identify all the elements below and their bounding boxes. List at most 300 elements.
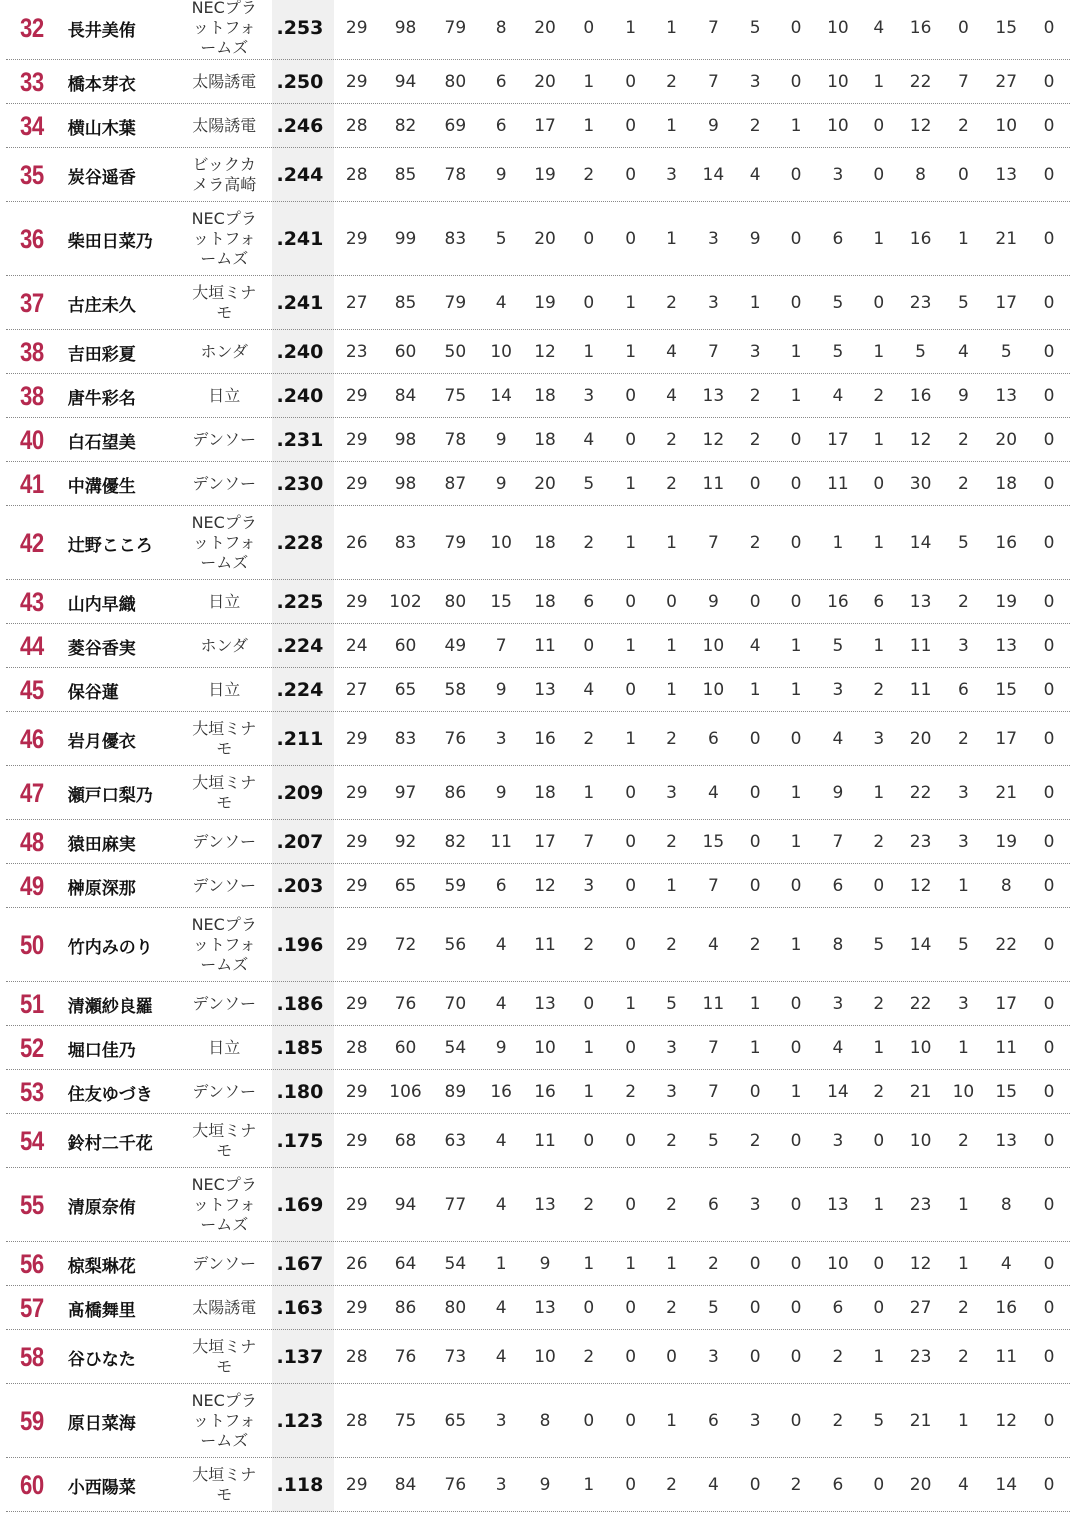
stat-cell: 0 — [790, 1254, 802, 1274]
table-row — [6, 60, 1070, 104]
player-name-cell: 岩月優衣 — [67, 731, 136, 752]
stat-cell: 29 — [345, 592, 368, 612]
batting-average-cell: .123 — [276, 1410, 324, 1432]
stat-cell: 29 — [345, 876, 368, 896]
stat-cell: 0 — [749, 1298, 761, 1318]
batting-average-cell: .224 — [276, 635, 324, 657]
stat-cell: 15 — [490, 592, 512, 612]
stat-cell: 11 — [995, 1038, 1018, 1058]
stat-cell: 0 — [1043, 1347, 1055, 1367]
player-name-cell: 髙橋舞里 — [67, 1300, 136, 1321]
stat-cell: 11 — [702, 994, 725, 1014]
stat-cell: 7 — [707, 876, 719, 896]
stat-cell: 1 — [957, 1195, 969, 1215]
stat-cell: 0 — [625, 72, 637, 92]
batting-average-cell: .180 — [276, 1081, 324, 1103]
stat-cell: 92 — [394, 832, 417, 852]
stat-cell: 13 — [534, 680, 556, 700]
stat-cell: 15 — [702, 832, 725, 852]
stat-cell: 10 — [952, 1082, 975, 1102]
stat-cell: 1 — [666, 533, 677, 553]
stat-cell: 4 — [666, 386, 677, 406]
stat-cell: 4 — [749, 636, 761, 656]
stat-cell: 7 — [495, 636, 507, 656]
stat-cell: 10 — [702, 636, 725, 656]
stat-cell: 6 — [707, 729, 719, 749]
stat-cell: 5 — [957, 293, 969, 313]
stat-cell: 13 — [995, 1131, 1018, 1151]
stat-cell: 1 — [666, 1254, 677, 1274]
stat-cell: 10 — [827, 18, 849, 38]
rank-cell: 38 — [19, 336, 44, 367]
stat-cell: 0 — [749, 832, 761, 852]
stat-cell: 17 — [995, 293, 1018, 313]
stat-cell: 6 — [495, 72, 507, 92]
stat-cell: 0 — [873, 165, 885, 185]
stat-cell: 0 — [749, 1347, 761, 1367]
table-row — [6, 374, 1070, 418]
stat-cell: 3 — [666, 165, 677, 185]
team-cell: デンソー — [192, 430, 257, 449]
stat-cell: 18 — [995, 474, 1018, 494]
stat-cell: 6 — [832, 1475, 844, 1495]
stat-cell: 6 — [957, 680, 969, 700]
rank-cell: 35 — [19, 159, 44, 190]
stat-cell: 0 — [1043, 72, 1055, 92]
stat-cell: 1 — [625, 293, 637, 313]
stat-cell: 4 — [583, 430, 595, 450]
stat-cell: 2 — [790, 1475, 802, 1495]
stat-cell: 0 — [583, 994, 595, 1014]
stat-cell: 2 — [749, 386, 761, 406]
rank-cell: 34 — [19, 110, 44, 141]
stat-cell: 0 — [749, 474, 761, 494]
stat-cell: 0 — [749, 1254, 761, 1274]
player-name-cell: 辻野こころ — [67, 535, 153, 556]
stat-cell: 2 — [957, 1131, 969, 1151]
stat-cell: 0 — [625, 783, 637, 803]
stat-cell: 10 — [995, 116, 1018, 136]
team-cell: 太陽誘電 — [192, 1298, 257, 1317]
stat-cell: 29 — [345, 1195, 368, 1215]
stat-cell: 6 — [832, 229, 844, 249]
stat-cell: 75 — [444, 386, 467, 406]
rank-cell: 58 — [19, 1341, 44, 1372]
stat-cell: 2 — [957, 729, 969, 749]
player-name-cell: 竹内みのり — [67, 937, 153, 958]
stat-cell: 1 — [790, 832, 802, 852]
stat-cell: 1 — [666, 1411, 677, 1431]
stat-cell: 2 — [666, 293, 677, 313]
stat-cell: 11 — [909, 680, 932, 700]
stat-cell: 12 — [534, 876, 556, 896]
rank-cell: 37 — [19, 287, 44, 318]
stat-cell: 97 — [394, 783, 417, 803]
team-cell: NECプラットフォームズ — [191, 513, 257, 572]
stat-cell: 1 — [832, 533, 844, 553]
stat-cell: 60 — [394, 1038, 417, 1058]
rank-cell: 56 — [19, 1248, 44, 1279]
stat-cell: 0 — [790, 729, 802, 749]
stat-cell: 13 — [534, 994, 556, 1014]
stat-cell: 7 — [957, 72, 969, 92]
stat-cell: 0 — [583, 18, 595, 38]
player-name-cell: 榊原深那 — [67, 878, 136, 899]
table-row — [6, 506, 1070, 580]
stat-cell: 29 — [345, 832, 368, 852]
team-cell: NECプラットフォームズ — [191, 209, 257, 268]
stat-cell: 0 — [625, 386, 637, 406]
stat-cell: 19 — [995, 832, 1018, 852]
stat-cell: 9 — [707, 116, 719, 136]
rank-cell: 42 — [19, 527, 44, 558]
stat-cell: 5 — [495, 229, 507, 249]
stat-cell: 0 — [1043, 165, 1055, 185]
stat-cell: 0 — [873, 1131, 885, 1151]
stat-cell: 89 — [444, 1082, 467, 1102]
stat-cell: 2 — [666, 1131, 677, 1151]
stat-cell: 11 — [534, 636, 556, 656]
stat-cell: 3 — [666, 1082, 677, 1102]
stat-cell: 0 — [790, 1195, 802, 1215]
stat-cell: 21 — [909, 1411, 932, 1431]
stat-cell: 1 — [790, 636, 802, 656]
stat-cell: 4 — [666, 342, 677, 362]
stat-cell: 4 — [832, 386, 844, 406]
team-cell: ホンダ — [200, 342, 248, 361]
stat-cell: 5 — [957, 533, 969, 553]
stat-cell: 1 — [790, 342, 802, 362]
stat-cell: 0 — [1043, 592, 1055, 612]
stat-cell: 11 — [534, 935, 556, 955]
team-cell: ビックカメラ高崎 — [192, 155, 257, 194]
stat-cell: 0 — [1043, 1131, 1055, 1151]
rank-cell: 49 — [19, 870, 44, 901]
team-cell: 大垣ミナモ — [192, 1465, 257, 1504]
stat-cell: 0 — [583, 636, 595, 656]
stat-cell: 27 — [909, 1298, 932, 1318]
stat-cell: 5 — [832, 342, 844, 362]
stat-cell: 17 — [995, 729, 1018, 749]
stat-cell: 2 — [873, 386, 885, 406]
player-name-cell: 長井美侑 — [67, 20, 136, 41]
stat-cell: 78 — [444, 430, 467, 450]
stat-cell: 0 — [625, 1298, 637, 1318]
stat-cell: 2 — [666, 1195, 677, 1215]
stat-cell: 9 — [495, 165, 507, 185]
table-row — [6, 104, 1070, 148]
stat-cell: 0 — [790, 1411, 802, 1431]
stat-cell: 0 — [1043, 1475, 1055, 1495]
team-cell: NECプラットフォームズ — [191, 1391, 257, 1450]
stat-cell: 0 — [790, 1038, 802, 1058]
stat-cell: 8 — [915, 165, 926, 185]
batting-average-cell: .175 — [276, 1130, 324, 1152]
stat-cell: 83 — [444, 229, 467, 249]
table-row — [6, 1070, 1070, 1114]
stat-cell: 4 — [495, 1347, 507, 1367]
stat-cell: 1 — [495, 1254, 507, 1274]
stat-cell: 23 — [909, 293, 932, 313]
stat-cell: 1 — [625, 1254, 637, 1274]
stat-cell: 20 — [534, 72, 556, 92]
stat-cell: 14 — [995, 1475, 1018, 1495]
stat-cell: 68 — [394, 1131, 417, 1151]
team-cell: 日立 — [208, 386, 241, 405]
stat-cell: 0 — [583, 229, 595, 249]
stat-cell: 28 — [345, 1347, 368, 1367]
stat-cell: 1 — [666, 680, 677, 700]
stat-cell: 8 — [1000, 876, 1012, 896]
stat-cell: 73 — [444, 1347, 467, 1367]
batting-average-cell: .167 — [276, 1253, 324, 1275]
stat-cell: 0 — [873, 1254, 885, 1274]
stat-cell: 0 — [625, 430, 637, 450]
stat-cell: 2 — [625, 1082, 637, 1102]
stat-cell: 2 — [583, 935, 595, 955]
table-row — [6, 766, 1070, 820]
player-name-cell: 白石望美 — [67, 432, 136, 453]
stat-cell: 5 — [583, 474, 595, 494]
stat-cell: 1 — [625, 636, 637, 656]
team-cell: 日立 — [208, 680, 241, 699]
stat-cell: 0 — [625, 876, 637, 896]
stat-cell: 0 — [749, 729, 761, 749]
stat-cell: 6 — [583, 592, 595, 612]
stat-cell: 80 — [444, 1298, 467, 1318]
stat-cell: 85 — [394, 293, 417, 313]
team-cell: 日立 — [208, 592, 241, 611]
stat-cell: 22 — [909, 783, 932, 803]
stat-cell: 65 — [444, 1411, 467, 1431]
stat-cell: 70 — [444, 994, 467, 1014]
stat-cell: 80 — [444, 72, 467, 92]
stat-cell: 2 — [873, 1082, 885, 1102]
stat-cell: 14 — [702, 165, 725, 185]
stat-cell: 16 — [995, 1298, 1018, 1318]
stat-cell: 1 — [873, 1347, 885, 1367]
stat-cell: 7 — [707, 342, 719, 362]
stat-cell: 0 — [790, 229, 802, 249]
stat-cell: 2 — [832, 1411, 844, 1431]
stat-cell: 82 — [394, 116, 417, 136]
stat-cell: 75 — [394, 1411, 417, 1431]
stat-cell: 1 — [583, 1254, 595, 1274]
stat-cell: 22 — [909, 72, 932, 92]
stat-cell: 63 — [444, 1131, 467, 1151]
stat-cell: 1 — [666, 876, 677, 896]
stat-cell: 82 — [444, 832, 467, 852]
stat-cell: 6 — [707, 1195, 719, 1215]
stat-cell: 98 — [394, 474, 417, 494]
stat-cell: 1 — [873, 533, 885, 553]
stat-cell: 0 — [625, 592, 637, 612]
team-cell: 大垣ミナモ — [192, 283, 257, 322]
stat-cell: 12 — [909, 876, 932, 896]
stat-cell: 0 — [1043, 680, 1055, 700]
stat-cell: 79 — [444, 18, 467, 38]
stat-cell: 59 — [444, 876, 467, 896]
stat-cell: 3 — [832, 680, 844, 700]
stat-cell: 0 — [790, 474, 802, 494]
stat-cell: 0 — [1043, 342, 1055, 362]
stat-cell: 4 — [957, 1475, 969, 1495]
stat-cell: 20 — [534, 229, 556, 249]
stat-cell: 2 — [666, 832, 677, 852]
stat-cell: 5 — [957, 935, 969, 955]
stat-cell: 3 — [957, 832, 969, 852]
stat-cell: 29 — [345, 935, 368, 955]
stat-cell: 3 — [707, 293, 719, 313]
stat-cell: 6 — [832, 1298, 844, 1318]
stat-cell: 3 — [707, 229, 719, 249]
stat-cell: 21 — [909, 1082, 932, 1102]
stat-cell: 2 — [749, 430, 761, 450]
stat-cell: 0 — [1043, 533, 1055, 553]
stat-cell: 16 — [909, 18, 932, 38]
player-name-cell: 唐牛彩名 — [67, 388, 136, 409]
rank-cell: 33 — [19, 66, 44, 97]
stat-cell: 0 — [790, 876, 802, 896]
stat-cell: 4 — [873, 18, 885, 38]
stat-cell: 3 — [957, 783, 969, 803]
stat-cell: 14 — [490, 386, 512, 406]
table-row — [6, 1114, 1070, 1168]
stat-cell: 12 — [995, 1411, 1018, 1431]
player-name-cell: 谷ひなた — [67, 1349, 136, 1370]
stat-cell: 86 — [444, 783, 467, 803]
rank-cell: 59 — [19, 1405, 44, 1436]
stat-cell: 2 — [749, 116, 761, 136]
table-row — [6, 1330, 1070, 1384]
stat-cell: 2 — [666, 1298, 677, 1318]
team-cell: ホンダ — [200, 636, 248, 655]
stat-cell: 18 — [534, 386, 556, 406]
stat-cell: 1 — [873, 430, 885, 450]
stat-cell: 60 — [394, 636, 417, 656]
stat-cell: 3 — [495, 1475, 507, 1495]
stat-cell: 16 — [827, 592, 849, 612]
stat-cell: 16 — [534, 1082, 556, 1102]
batting-average-cell: .203 — [276, 875, 324, 897]
stat-cell: 3 — [957, 994, 969, 1014]
stat-cell: 15 — [995, 680, 1018, 700]
stat-cell: 7 — [707, 72, 719, 92]
table-row — [6, 580, 1070, 624]
stat-cell: 0 — [1043, 18, 1055, 38]
stat-cell: 1 — [666, 116, 677, 136]
stat-cell: 26 — [345, 533, 368, 553]
table-row — [6, 0, 1070, 60]
player-name-cell: 鈴村二千花 — [67, 1133, 153, 1154]
stat-cell: 3 — [832, 1131, 844, 1151]
team-cell: NECプラットフォームズ — [191, 915, 257, 974]
stat-cell: 18 — [534, 533, 556, 553]
stat-cell: 1 — [749, 1038, 761, 1058]
stat-cell: 6 — [495, 876, 507, 896]
stat-cell: 0 — [873, 876, 885, 896]
stat-cell: 0 — [625, 1347, 637, 1367]
stat-cell: 6 — [832, 876, 844, 896]
stat-cell: 1 — [957, 876, 969, 896]
batting-average-cell: .253 — [276, 17, 324, 39]
stat-cell: 6 — [495, 116, 507, 136]
stat-cell: 10 — [827, 1254, 849, 1274]
stat-cell: 4 — [495, 1298, 507, 1318]
stat-cell: 19 — [534, 165, 556, 185]
stat-cell: 56 — [444, 935, 467, 955]
stat-cell: 27 — [345, 293, 368, 313]
stat-cell: 2 — [957, 116, 969, 136]
stat-cell: 9 — [495, 680, 507, 700]
stat-cell: 0 — [790, 533, 802, 553]
stat-cell: 0 — [625, 165, 637, 185]
stat-cell: 29 — [345, 474, 368, 494]
stat-cell: 4 — [707, 1475, 719, 1495]
stat-cell: 2 — [873, 832, 885, 852]
stat-cell: 17 — [534, 832, 556, 852]
player-name-cell: 保谷蓮 — [67, 682, 119, 703]
stat-cell: 0 — [749, 1475, 761, 1495]
stat-cell: 17 — [827, 430, 849, 450]
batting-average-cell: .196 — [276, 934, 324, 956]
stat-cell: 4 — [749, 165, 761, 185]
stat-cell: 23 — [345, 342, 368, 362]
stat-cell: 84 — [394, 1475, 417, 1495]
stat-cell: 1 — [749, 293, 761, 313]
rank-cell: 41 — [19, 468, 44, 499]
stat-cell: 11 — [827, 474, 849, 494]
stat-cell: 0 — [666, 592, 677, 612]
stat-cell: 1 — [873, 1038, 885, 1058]
stat-cell: 9 — [495, 474, 507, 494]
batting-average-cell: .230 — [276, 473, 324, 495]
stat-cell: 1 — [666, 636, 677, 656]
stat-cell: 13 — [909, 592, 932, 612]
stat-cell: 28 — [345, 116, 368, 136]
stat-cell: 9 — [749, 229, 761, 249]
stat-cell: 0 — [625, 1475, 637, 1495]
rank-cell: 51 — [19, 988, 44, 1019]
stat-cell: 0 — [1043, 1082, 1055, 1102]
player-name-cell: 清瀬紗良羅 — [67, 996, 153, 1017]
stat-cell: 16 — [995, 533, 1018, 553]
stat-cell: 1 — [625, 994, 637, 1014]
table-row — [6, 668, 1070, 712]
stat-cell: 1 — [873, 229, 885, 249]
stat-cell: 77 — [444, 1195, 467, 1215]
stat-cell: 3 — [495, 729, 507, 749]
stat-cell: 13 — [534, 1195, 556, 1215]
stat-cell: 0 — [1043, 994, 1055, 1014]
stat-cell: 2 — [666, 474, 677, 494]
stat-cell: 69 — [444, 116, 467, 136]
stat-cell: 10 — [490, 533, 512, 553]
stat-cell: 5 — [915, 342, 926, 362]
stat-cell: 1 — [957, 1254, 969, 1274]
stat-cell: 27 — [345, 680, 368, 700]
player-name-cell: 清原奈侑 — [67, 1197, 136, 1218]
stat-cell: 29 — [345, 229, 368, 249]
stat-cell: 0 — [1043, 729, 1055, 749]
stat-cell: 5 — [832, 293, 844, 313]
batting-average-cell: .186 — [276, 993, 324, 1015]
stat-cell: 0 — [583, 1411, 595, 1431]
stat-cell: 3 — [583, 876, 595, 896]
stat-cell: 29 — [345, 994, 368, 1014]
stat-cell: 0 — [1043, 386, 1055, 406]
stat-cell: 1 — [790, 935, 802, 955]
